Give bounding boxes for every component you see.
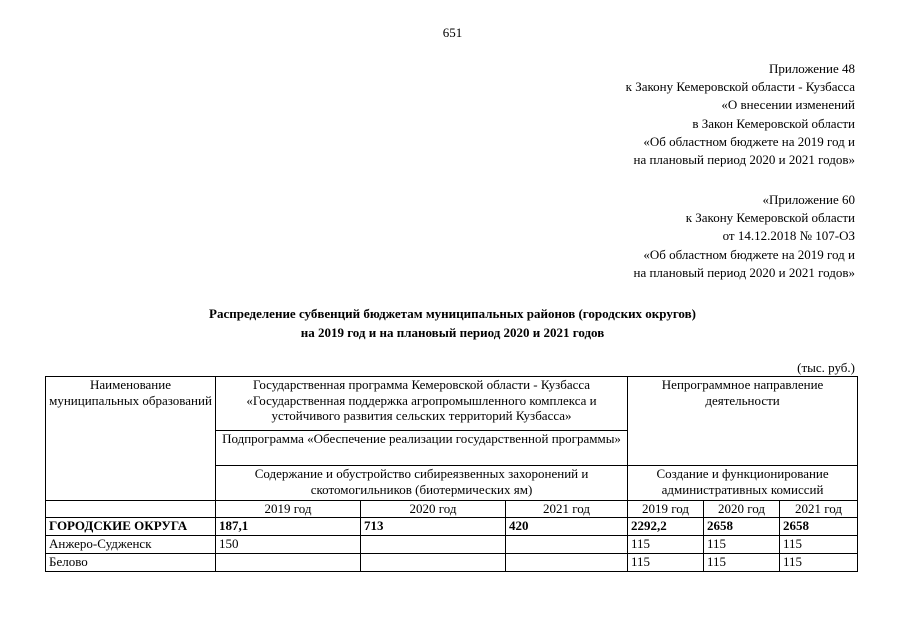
document-title — [0, 305, 905, 342]
row-value: 150 — [216, 535, 361, 553]
row-value — [361, 553, 506, 571]
row-value: 187,1 — [216, 517, 361, 535]
year-header: 2019 год — [216, 501, 361, 518]
page-number: 651 — [442, 25, 463, 40]
table-row — [46, 517, 858, 535]
row-value: 713 — [361, 517, 506, 535]
nonprogram-activity-header: Создание и функционирование административных комиссий — [628, 466, 858, 501]
row-name: Белово — [46, 553, 216, 571]
title-line: на 2019 год и на плановый период 2020 и 2021 годов — [300, 324, 605, 340]
row-value — [216, 553, 361, 571]
row-name: Анжеро-Судженск — [46, 535, 216, 553]
title-line: Распределение субвенций бюджетам муниципальных районов (городских округов) — [209, 306, 696, 321]
row-value: 115 — [628, 553, 704, 571]
row-value: 115 — [780, 535, 858, 553]
row-value — [506, 553, 628, 571]
appendix-original-line: на плановый период 2020 и 2021 годов» — [633, 264, 855, 280]
year-header: 2021 год — [506, 501, 628, 518]
table-row — [46, 535, 858, 553]
row-value: 2292,2 — [628, 517, 704, 535]
row-value — [506, 535, 628, 553]
appendix-original-header — [634, 191, 856, 282]
municipality-header: Наименование муниципальных образований — [46, 377, 216, 501]
year-header: 2020 год — [704, 501, 780, 518]
appendix-current-line: «О внесении изменений — [721, 97, 855, 113]
row-value: 2658 — [780, 517, 858, 535]
appendix-original-line: «Об областном бюджете на 2019 год и — [643, 246, 855, 262]
year-header: 2019 год — [628, 501, 704, 518]
empty-cell — [46, 501, 216, 518]
row-value: 115 — [704, 535, 780, 553]
appendix-current-line: к Закону Кемеровской области - Кузбасса — [625, 79, 855, 95]
year-header: 2020 год — [361, 501, 506, 518]
appendix-current-line: на плановый период 2020 и 2021 годов» — [633, 152, 855, 168]
appendix-current-line: «Об областном бюджете на 2019 год и — [643, 133, 855, 149]
appendix-current-header — [626, 60, 855, 169]
row-value: 420 — [506, 517, 628, 535]
appendix-original-line: от 14.12.2018 № 107-ОЗ — [722, 228, 855, 244]
row-value: 115 — [704, 553, 780, 571]
appendix-current-line: Приложение 48 — [768, 61, 855, 76]
appendix-original-line: «Приложение 60 — [762, 192, 855, 207]
table-row — [46, 553, 858, 571]
row-value: 2658 — [704, 517, 780, 535]
row-value — [361, 535, 506, 553]
program-activity-header: Содержание и обустройство сибиреязвенных захоронений и скотомогильников (биотермических ям) — [216, 466, 628, 501]
row-value: 115 — [628, 535, 704, 553]
nonprogram-header: Непрограммное направление деятельности — [628, 377, 858, 466]
appendix-original-line: к Закону Кемеровской области — [685, 210, 855, 226]
subprogram-header: Подпрограмма «Обеспечение реализации государственной программы» — [216, 431, 628, 466]
years-row — [46, 501, 858, 518]
subventions-table — [45, 376, 858, 572]
year-header: 2021 год — [780, 501, 858, 518]
program-header: Государственная программа Кемеровской области - Кузбасса «Государственная поддержка агропромышленного комплекса и устойчивого развития сельских территорий Кузбасса» — [216, 377, 628, 431]
row-name: ГОРОДСКИЕ ОКРУГА — [46, 517, 216, 535]
row-value: 115 — [780, 553, 858, 571]
units-label: (тыс. руб.) — [797, 360, 855, 375]
appendix-current-line: в Закон Кемеровской области — [692, 115, 855, 131]
